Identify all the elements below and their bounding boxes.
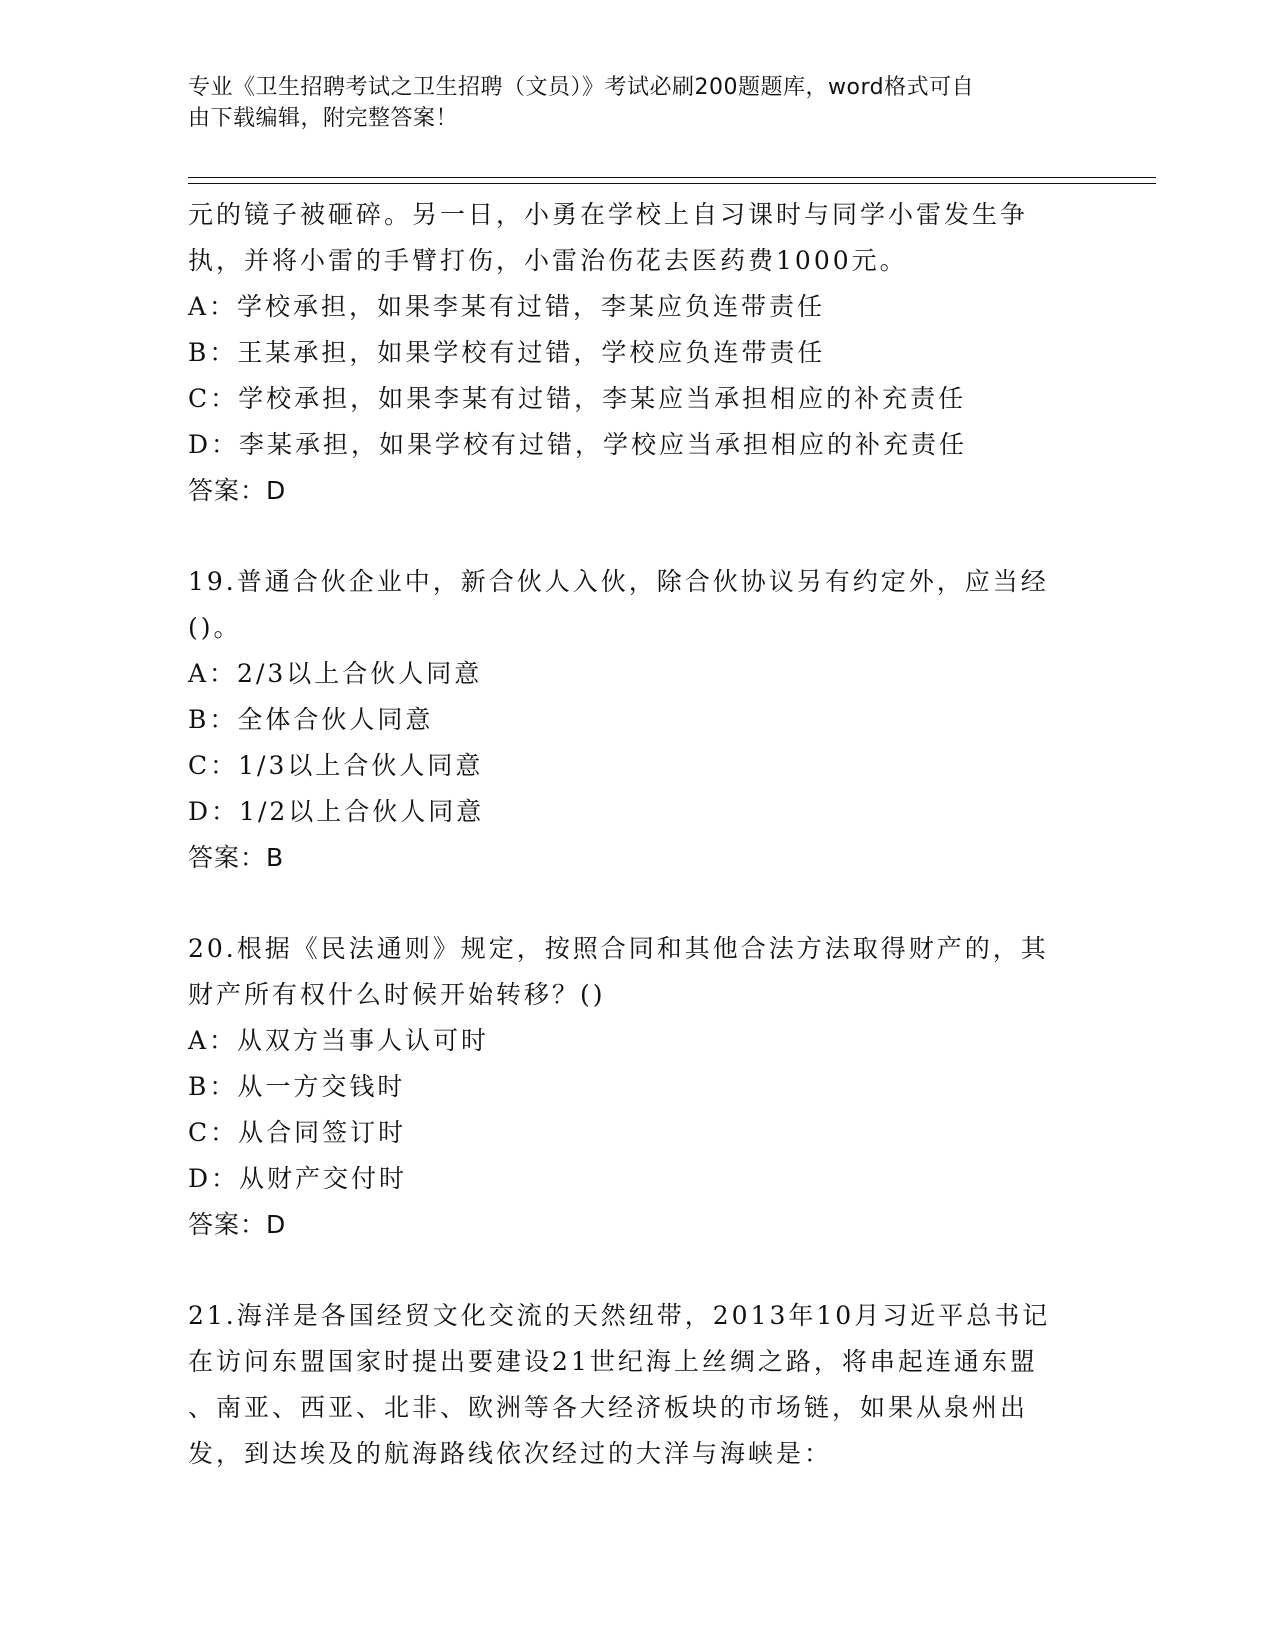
option-a: A：2/3以上合伙人同意 bbox=[188, 659, 483, 688]
answer: 答案：D bbox=[188, 1210, 287, 1239]
question-text-line: 财产所有权什么时候开始转移？() bbox=[188, 980, 606, 1009]
option-c: C：1/3以上合伙人同意 bbox=[188, 751, 484, 780]
header-line-1: 专业《卫生招聘考试之卫生招聘（文员）》考试必刷200题题库，word格式可自 bbox=[188, 75, 975, 100]
option-d: D：1/2以上合伙人同意 bbox=[188, 797, 485, 826]
question-content bbox=[188, 192, 1088, 1477]
question-text-line: 、南亚、西亚、北非、欧洲等各大经济板块的市场链，如果从泉州出 bbox=[188, 1393, 1029, 1422]
question-text-line: 元的镜子被砸碎。另一日，小勇在学校上自习课时与同学小雷发生争 bbox=[188, 200, 1029, 229]
header-rule-top bbox=[188, 177, 1156, 178]
option-c: C：学校承担，如果李某有过错，李某应当承担相应的补充责任 bbox=[188, 384, 967, 413]
question-text-line: 发，到达埃及的航海路线依次经过的大洋与海峡是： bbox=[188, 1439, 833, 1468]
question-text-line: 执，并将小雷的手臂打伤，小雷治伤花去医药费1000元。 bbox=[188, 246, 908, 275]
question-text-line: 在访问东盟国家时提出要建设21世纪海上丝绸之路，将串起连通东盟 bbox=[188, 1347, 1038, 1376]
spacer bbox=[188, 881, 1088, 926]
option-b: B：王某承担，如果学校有过错，学校应负连带责任 bbox=[188, 338, 826, 367]
spacer bbox=[188, 1248, 1088, 1293]
question-text-line: 20.根据《民法通则》规定，按照合同和其他合法方法取得财产的，其 bbox=[188, 934, 1049, 963]
question-text-line: 19.普通合伙企业中，新合伙人入伙，除合伙协议另有约定外，应当经 bbox=[188, 567, 1049, 596]
spacer bbox=[188, 514, 1088, 559]
document-header bbox=[188, 72, 1068, 134]
option-a: A：从双方当事人认可时 bbox=[188, 1026, 490, 1055]
option-c: C：从合同签订时 bbox=[188, 1118, 407, 1147]
option-b: B：从一方交钱时 bbox=[188, 1072, 406, 1101]
option-b: B：全体合伙人同意 bbox=[188, 705, 434, 734]
answer: 答案：D bbox=[188, 476, 287, 505]
question-text-line: 21.海洋是各国经贸文化交流的天然纽带，2013年10月习近平总书记 bbox=[188, 1301, 1051, 1330]
question-18-continuation bbox=[188, 192, 1088, 514]
question-text-line: ()。 bbox=[188, 613, 242, 642]
question-20 bbox=[188, 926, 1088, 1248]
option-d: D：李某承担，如果学校有过错，学校应当承担相应的补充责任 bbox=[188, 430, 968, 459]
option-d: D：从财产交付时 bbox=[188, 1164, 408, 1193]
header-line-2: 由下载编辑，附完整答案！ bbox=[188, 106, 459, 131]
header-rule-bottom bbox=[188, 183, 1156, 184]
question-19 bbox=[188, 559, 1088, 881]
question-21 bbox=[188, 1293, 1088, 1477]
answer: 答案：B bbox=[188, 843, 285, 872]
option-a: A：学校承担，如果李某有过错，李某应负连带责任 bbox=[188, 292, 826, 321]
